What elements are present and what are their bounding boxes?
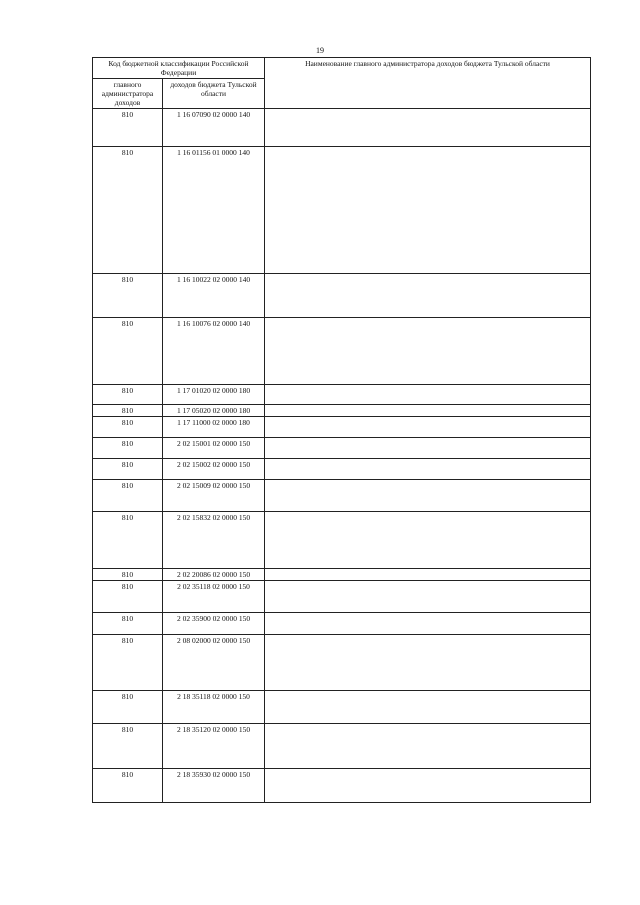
cell-revenue-name [265,109,591,147]
cell-admin-code: 810 [93,147,163,274]
cell-revenue-code: 2 02 20086 02 0000 150 [163,569,265,581]
cell-revenue-code: 1 17 05020 02 0000 180 [163,405,265,417]
cell-revenue-name [265,318,591,385]
cell-revenue-code: 2 02 35900 02 0000 150 [163,613,265,635]
cell-revenue-name [265,147,591,274]
cell-revenue-code: 1 16 07090 02 0000 140 [163,109,265,147]
cell-revenue-code: 2 02 15001 02 0000 150 [163,438,265,459]
table-row [93,724,591,769]
cell-revenue-name [265,569,591,581]
header-revenue-name: Наименование главного администратора доходов бюджета Тульской области [265,58,591,109]
table-row [93,109,591,147]
cell-admin-code: 810 [93,459,163,480]
cell-admin-code: 810 [93,109,163,147]
budget-codes-table [92,57,591,803]
table-header-row [93,58,591,79]
table-row [93,438,591,459]
table-row [93,459,591,480]
table-row [93,769,591,803]
table-body [93,109,591,803]
table-row [93,635,591,691]
cell-revenue-name [265,274,591,318]
cell-admin-code: 810 [93,405,163,417]
cell-admin-code: 810 [93,769,163,803]
cell-revenue-code: 2 02 15832 02 0000 150 [163,512,265,569]
cell-revenue-code: 2 02 15002 02 0000 150 [163,459,265,480]
table-row [93,613,591,635]
cell-revenue-name [265,405,591,417]
table-row [93,405,591,417]
table-row [93,569,591,581]
cell-revenue-code: 1 16 10076 02 0000 140 [163,318,265,385]
table-row [93,417,591,438]
table-row [93,581,591,613]
cell-revenue-code: 2 18 35120 02 0000 150 [163,724,265,769]
header-chief-administrator: главного администратора доходов [93,79,163,109]
table-row [93,512,591,569]
cell-revenue-name [265,635,591,691]
cell-revenue-name [265,691,591,724]
cell-revenue-name [265,459,591,480]
cell-revenue-code: 2 18 35930 02 0000 150 [163,769,265,803]
cell-revenue-name [265,613,591,635]
cell-revenue-code: 2 02 35118 02 0000 150 [163,581,265,613]
cell-revenue-name [265,417,591,438]
cell-revenue-name [265,385,591,405]
table-row [93,691,591,724]
cell-revenue-name [265,480,591,512]
cell-admin-code: 810 [93,724,163,769]
cell-admin-code: 810 [93,417,163,438]
cell-admin-code: 810 [93,512,163,569]
cell-revenue-code: 1 17 11000 02 0000 180 [163,417,265,438]
cell-revenue-code: 1 16 01156 01 0000 140 [163,147,265,274]
cell-revenue-name [265,769,591,803]
cell-revenue-code: 1 16 10022 02 0000 140 [163,274,265,318]
cell-revenue-code: 2 02 15009 02 0000 150 [163,480,265,512]
table-row [93,147,591,274]
page-number: 19 [316,46,324,55]
cell-admin-code: 810 [93,480,163,512]
cell-revenue-code: 2 08 02000 02 0000 150 [163,635,265,691]
cell-revenue-code: 2 18 35118 02 0000 150 [163,691,265,724]
table-row [93,274,591,318]
cell-revenue-name [265,724,591,769]
cell-admin-code: 810 [93,438,163,459]
cell-admin-code: 810 [93,569,163,581]
cell-admin-code: 810 [93,385,163,405]
cell-revenue-name [265,581,591,613]
cell-admin-code: 810 [93,613,163,635]
table-row [93,318,591,385]
table-row [93,480,591,512]
header-classification-code: Код бюджетной классификации Российской Федерации [93,58,265,79]
cell-admin-code: 810 [93,691,163,724]
cell-revenue-name [265,438,591,459]
cell-revenue-code: 1 17 01020 02 0000 180 [163,385,265,405]
cell-revenue-name [265,512,591,569]
cell-admin-code: 810 [93,635,163,691]
header-revenue-code: доходов бюджета Тульской области [163,79,265,109]
cell-admin-code: 810 [93,274,163,318]
table-row [93,385,591,405]
cell-admin-code: 810 [93,318,163,385]
cell-admin-code: 810 [93,581,163,613]
